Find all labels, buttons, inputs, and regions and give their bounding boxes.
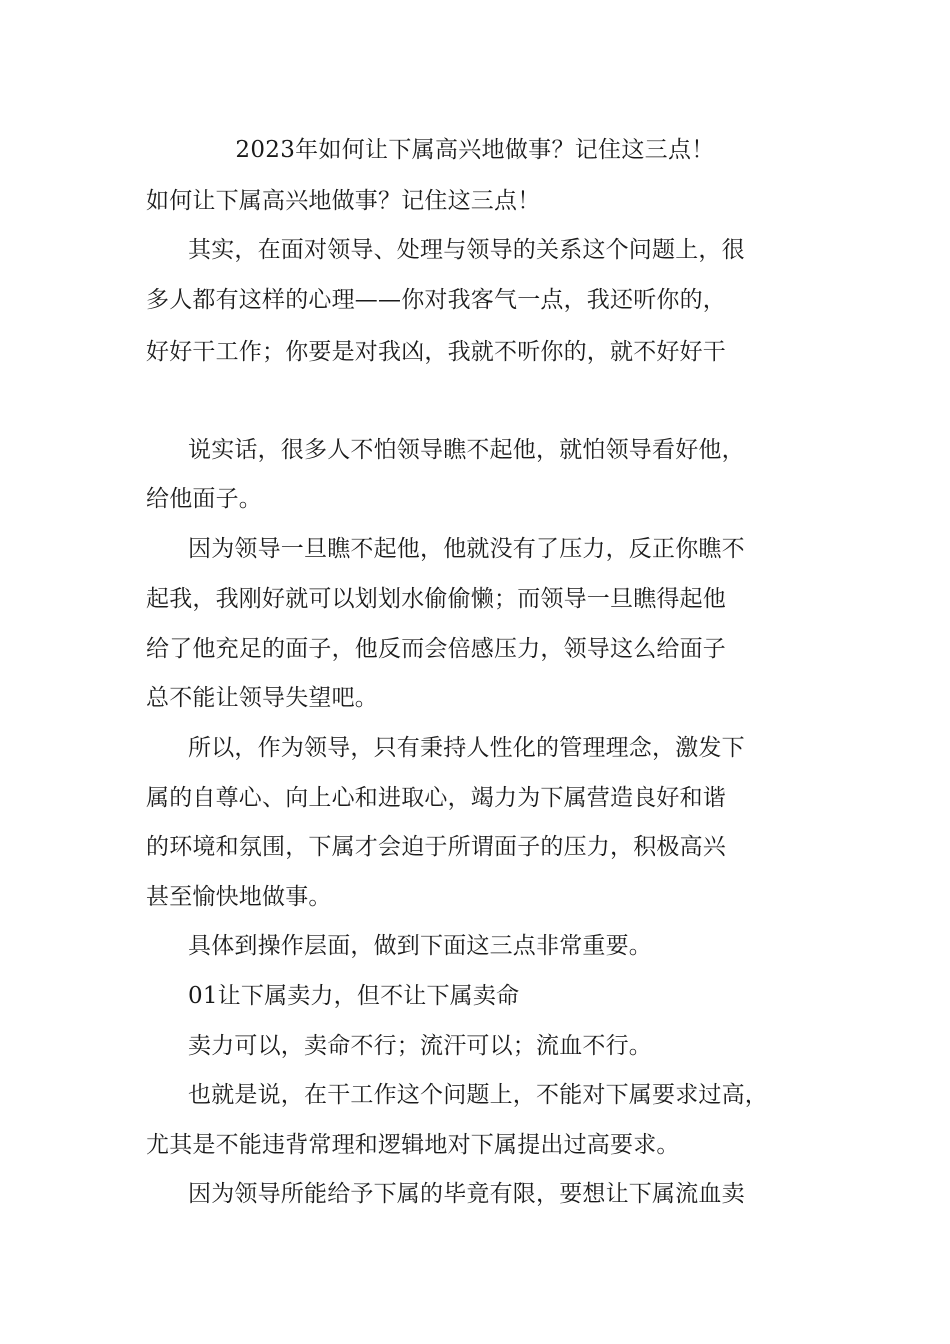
- body-line: 因为领导所能给予下属的毕竟有限，要想让下属流血卖: [188, 1181, 745, 1207]
- body-line: 甚至愉快地做事。: [146, 884, 332, 910]
- body-line: 好好干工作；你要是对我凶，我就不听你的，就不好好干: [146, 339, 726, 365]
- body-line: 起我，我刚好就可以划划水偷偷懒；而领导一旦瞧得起他: [146, 586, 726, 612]
- body-line: 属的自尊心、向上心和进取心，竭力为下属营造良好和谐: [146, 785, 726, 811]
- body-line: 因为领导一旦瞧不起他，他就没有了压力，反正你瞧不: [188, 536, 745, 562]
- body-line: 多人都有这样的心理——你对我客气一点，我还听你的，: [146, 287, 726, 313]
- body-line: 尤其是不能违背常理和逻辑地对下属提出过高要求。: [146, 1132, 680, 1158]
- body-line: 其实，在面对领导、处理与领导的关系这个问题上，很: [188, 237, 745, 263]
- body-line: 给了他充足的面子，他反而会倍感压力，领导这么给面子: [146, 636, 726, 662]
- body-line: 也就是说，在干工作这个问题上，不能对下属要求过高，: [188, 1082, 768, 1108]
- body-line: 所以，作为领导，只有秉持人性化的管理理念，激发下: [188, 735, 745, 761]
- body-line: 卖力可以，卖命不行；流汗可以；流血不行。: [188, 1033, 652, 1059]
- body-line: 说实话，很多人不怕领导瞧不起他，就怕领导看好他，: [188, 437, 745, 463]
- section-heading: 01让下属卖力，但不让下属卖命: [188, 983, 520, 1009]
- body-line: 总不能让领导失望吧。: [146, 685, 378, 711]
- body-line: 如何让下属高兴地做事？记住这三点！: [146, 188, 541, 214]
- body-line: 具体到操作层面，做到下面这三点非常重要。: [188, 933, 652, 959]
- body-line: 的环境和氛围，下属才会迫于所谓面子的压力，积极高兴: [146, 834, 726, 860]
- document-title: 2023年如何让下属高兴地做事？记住这三点！: [235, 137, 715, 163]
- body-line: 给他面子。: [146, 486, 262, 512]
